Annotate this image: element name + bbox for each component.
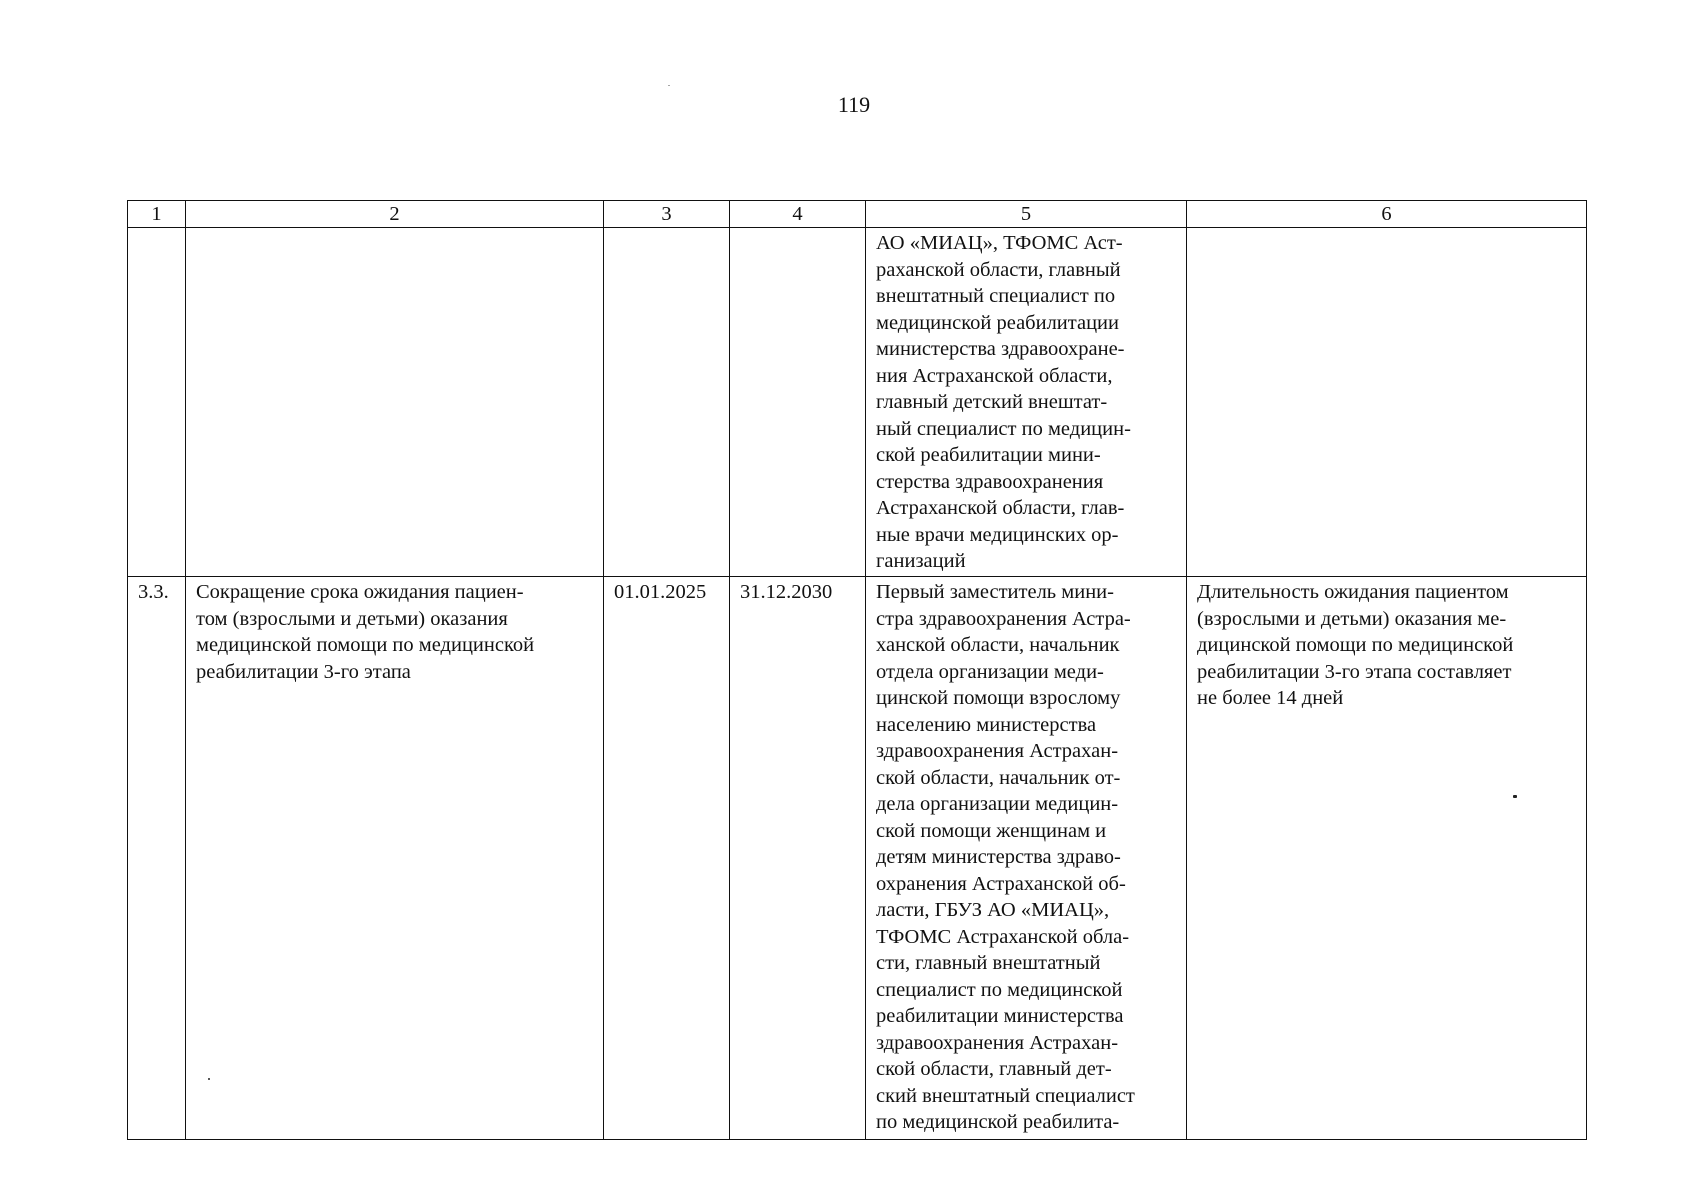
result-text: Длительность ожидания пациентом (взрослыми и детьми) оказания ме- дицинской помощи по медицинской реабилитации 3-го этапа составляет не более 14 дней [1197, 581, 1514, 709]
task-cell [186, 228, 604, 577]
result-cell [1187, 228, 1587, 577]
table-row-continuation [128, 228, 1587, 577]
result-cell [1187, 577, 1587, 1140]
responsible-text: АО «МИАЦ», ТФОМС Аст- раханской области, главный внештатный специалист по медицинской реабилитации министерства здравоохране- ния Астраханской области, главный детский внештат- ный специалист по медицин- ской реабилитации мини- стерства здравоохранения Астраханской области, глав- ные врачи медицинских ор- ганизаций [876, 232, 1131, 572]
end-date-cell [730, 228, 866, 577]
column-number-row [128, 201, 1587, 228]
column-number-2: 2 [186, 201, 604, 228]
column-number-6: 6 [1187, 201, 1587, 228]
scan-speck [1513, 795, 1517, 798]
column-number-1: 1 [128, 201, 186, 228]
column-number-4: 4 [730, 201, 866, 228]
column-number-3: 3 [604, 201, 730, 228]
task-text: Сокращение срока ожидания пациен- том (взрослыми и детьми) оказания медицинской помощи по медицинской реабилитации 3-го этапа [196, 581, 535, 683]
responsible-cell [866, 577, 1187, 1140]
responsible-cell [866, 228, 1187, 577]
page-number: 119 [837, 92, 871, 117]
plan-table [127, 200, 1587, 1140]
end-date: 31.12.2030 [740, 581, 833, 603]
column-number-5: 5 [866, 201, 1187, 228]
row-number: 3.3. [138, 581, 169, 603]
start-date-cell [604, 228, 730, 577]
start-date-cell [604, 577, 730, 1140]
scan-speck [668, 85, 670, 86]
task-cell [186, 577, 604, 1140]
table-row [128, 577, 1587, 1140]
end-date-cell [730, 577, 866, 1140]
row-number-cell [128, 228, 186, 577]
responsible-text: Первый заместитель мини- стра здравоохранения Астра- ханской области, начальник отдела организации меди- цинской помощи взрослому населению министерства здравоохранения Астрахан- ской области, начальник от- дела организации медицин- ской помощи женщинам и детям министерства здраво- охранения Астраханской об- ласти, ГБУЗ АО «МИАЦ», ТФОМС Астраханской обла- сти, главный внештатный специалист по медицинской реабилитации министерства здравоохранения Астрахан- ской области, главный дет- ский внештатный специалист по медицинской реабилита- [876, 581, 1135, 1133]
start-date: 01.01.2025 [614, 581, 707, 603]
row-number-cell [128, 577, 186, 1140]
scan-speck [208, 1078, 210, 1080]
